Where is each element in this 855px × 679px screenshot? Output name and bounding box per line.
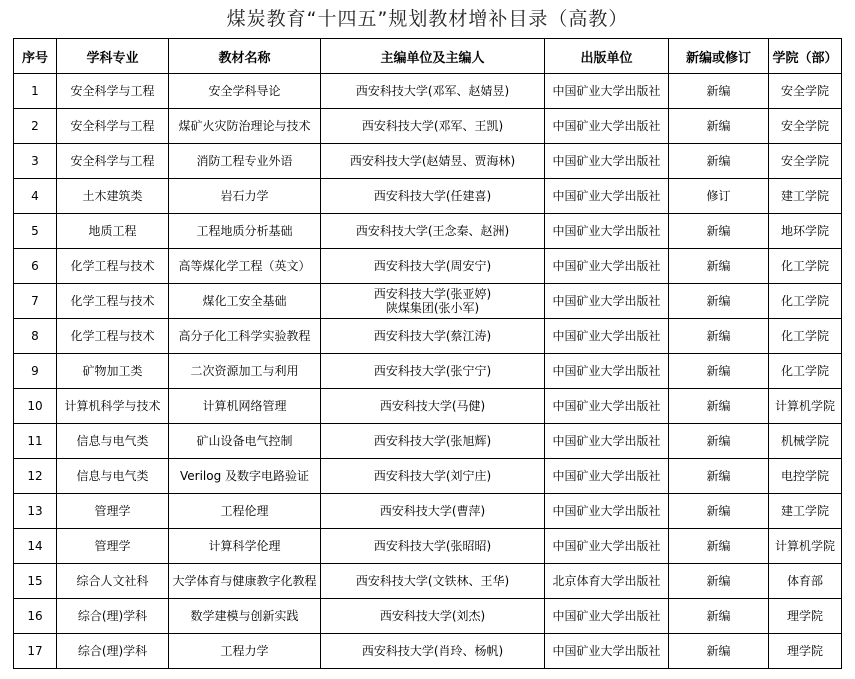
- cell-publisher: 中国矿业大学出版社: [545, 144, 669, 179]
- cell-new-or-revised: 新编: [669, 354, 769, 389]
- cell-textbook-name: 高等煤化学工程（英文）: [169, 249, 321, 284]
- cell-editor: 西安科技大学(邓军、赵婧昱): [321, 74, 545, 109]
- cell-index: 14: [14, 529, 57, 564]
- cell-editor: 西安科技大学(张昭昭): [321, 529, 545, 564]
- header-college: 学院（部）: [769, 39, 842, 74]
- cell-college: 理学院: [769, 634, 842, 669]
- cell-publisher: 北京体育大学出版社: [545, 564, 669, 599]
- cell-new-or-revised: 新编: [669, 634, 769, 669]
- cell-textbook-name: 岩石力学: [169, 179, 321, 214]
- cell-index: 16: [14, 599, 57, 634]
- cell-discipline: 安全科学与工程: [57, 144, 169, 179]
- table-row: [14, 249, 842, 284]
- cell-college: 化工学院: [769, 319, 842, 354]
- cell-index: 12: [14, 459, 57, 494]
- cell-textbook-name: 煤化工安全基础: [169, 284, 321, 319]
- cell-index: 1: [14, 74, 57, 109]
- cell-discipline: 综合(理)学科: [57, 634, 169, 669]
- cell-index: 5: [14, 214, 57, 249]
- cell-index: 8: [14, 319, 57, 354]
- cell-college: 化工学院: [769, 354, 842, 389]
- table-row: [14, 459, 842, 494]
- cell-publisher: 中国矿业大学出版社: [545, 599, 669, 634]
- cell-index: 7: [14, 284, 57, 319]
- cell-college: 地环学院: [769, 214, 842, 249]
- cell-textbook-name: 大学体育与健康教字化教程: [169, 564, 321, 599]
- cell-discipline: 安全科学与工程: [57, 109, 169, 144]
- cell-discipline: 综合人文社科: [57, 564, 169, 599]
- table-row: [14, 529, 842, 564]
- cell-new-or-revised: 新编: [669, 494, 769, 529]
- cell-publisher: 中国矿业大学出版社: [545, 214, 669, 249]
- cell-discipline: 管理学: [57, 494, 169, 529]
- cell-discipline: 化学工程与技术: [57, 284, 169, 319]
- table-row: [14, 494, 842, 529]
- cell-editor: 西安科技大学(赵婧昱、贾海林): [321, 144, 545, 179]
- cell-publisher: 中国矿业大学出版社: [545, 459, 669, 494]
- cell-college: 安全学院: [769, 109, 842, 144]
- cell-publisher: 中国矿业大学出版社: [545, 494, 669, 529]
- cell-college: 体育部: [769, 564, 842, 599]
- table-row: [14, 389, 842, 424]
- cell-editor: 西安科技大学(刘杰): [321, 599, 545, 634]
- cell-college: 建工学院: [769, 494, 842, 529]
- cell-editor: 西安科技大学(曹萍): [321, 494, 545, 529]
- cell-editor: 西安科技大学(肖玲、杨帆): [321, 634, 545, 669]
- cell-discipline: 计算机科学与技术: [57, 389, 169, 424]
- table-row: [14, 109, 842, 144]
- header-row: [14, 39, 842, 74]
- cell-new-or-revised: 新编: [669, 74, 769, 109]
- cell-editor: 西安科技大学(张亚婷) 陕煤集团(张小军): [321, 284, 545, 319]
- page-title: 煤炭教育“十四五”规划教材增补目录（高教）: [226, 8, 629, 30]
- table-row: [14, 179, 842, 214]
- cell-textbook-name: 计算科学伦理: [169, 529, 321, 564]
- table-row: [14, 634, 842, 669]
- cell-index: 11: [14, 424, 57, 459]
- cell-publisher: 中国矿业大学出版社: [545, 74, 669, 109]
- cell-index: 9: [14, 354, 57, 389]
- cell-textbook-name: 煤矿火灾防治理论与技术: [169, 109, 321, 144]
- cell-index: 15: [14, 564, 57, 599]
- cell-index: 6: [14, 249, 57, 284]
- cell-college: 化工学院: [769, 284, 842, 319]
- cell-publisher: 中国矿业大学出版社: [545, 389, 669, 424]
- cell-textbook-name: 安全学科导论: [169, 74, 321, 109]
- cell-discipline: 安全科学与工程: [57, 74, 169, 109]
- header-editor: 主编单位及主编人: [321, 39, 545, 74]
- table-row: [14, 319, 842, 354]
- header-publisher: 出版单位: [545, 39, 669, 74]
- cell-textbook-name: 工程力学: [169, 634, 321, 669]
- cell-textbook-name: 数学建模与创新实践: [169, 599, 321, 634]
- table-row: [14, 214, 842, 249]
- cell-college: 计算机学院: [769, 529, 842, 564]
- cell-publisher: 中国矿业大学出版社: [545, 319, 669, 354]
- cell-discipline: 土木建筑类: [57, 179, 169, 214]
- cell-textbook-name: Verilog 及数字电路验证: [169, 459, 321, 494]
- cell-editor: 西安科技大学(马健): [321, 389, 545, 424]
- cell-discipline: 信息与电气类: [57, 459, 169, 494]
- cell-new-or-revised: 新编: [669, 564, 769, 599]
- cell-college: 安全学院: [769, 74, 842, 109]
- cell-index: 17: [14, 634, 57, 669]
- cell-college: 安全学院: [769, 144, 842, 179]
- cell-publisher: 中国矿业大学出版社: [545, 634, 669, 669]
- table-row: [14, 424, 842, 459]
- cell-textbook-name: 高分子化工科学实验教程: [169, 319, 321, 354]
- cell-editor: 西安科技大学(邓军、王凯): [321, 109, 545, 144]
- cell-editor: 西安科技大学(蔡江涛): [321, 319, 545, 354]
- cell-discipline: 综合(理)学科: [57, 599, 169, 634]
- cell-new-or-revised: 新编: [669, 529, 769, 564]
- cell-editor: 西安科技大学(文铁林、王华): [321, 564, 545, 599]
- cell-publisher: 中国矿业大学出版社: [545, 284, 669, 319]
- cell-new-or-revised: 新编: [669, 389, 769, 424]
- cell-editor: 西安科技大学(张旭辉): [321, 424, 545, 459]
- cell-college: 计算机学院: [769, 389, 842, 424]
- cell-discipline: 信息与电气类: [57, 424, 169, 459]
- header-new-or-revised: 新编或修订: [669, 39, 769, 74]
- table-row: [14, 599, 842, 634]
- cell-discipline: 管理学: [57, 529, 169, 564]
- cell-index: 13: [14, 494, 57, 529]
- table-row: [14, 74, 842, 109]
- cell-index: 3: [14, 144, 57, 179]
- cell-textbook-name: 工程伦理: [169, 494, 321, 529]
- cell-new-or-revised: 新编: [669, 319, 769, 354]
- textbook-table: [13, 38, 842, 669]
- table-row: [14, 144, 842, 179]
- cell-new-or-revised: 新编: [669, 424, 769, 459]
- cell-publisher: 中国矿业大学出版社: [545, 424, 669, 459]
- header-textbook-name: 教材名称: [169, 39, 321, 74]
- cell-college: 机械学院: [769, 424, 842, 459]
- cell-new-or-revised: 新编: [669, 109, 769, 144]
- header-index: 序号: [14, 39, 57, 74]
- cell-publisher: 中国矿业大学出版社: [545, 354, 669, 389]
- cell-index: 4: [14, 179, 57, 214]
- cell-new-or-revised: 新编: [669, 284, 769, 319]
- cell-editor: 西安科技大学(任建喜): [321, 179, 545, 214]
- cell-discipline: 矿物加工类: [57, 354, 169, 389]
- table-row: [14, 354, 842, 389]
- cell-discipline: 地质工程: [57, 214, 169, 249]
- cell-textbook-name: 工程地质分析基础: [169, 214, 321, 249]
- header-discipline: 学科专业: [57, 39, 169, 74]
- cell-discipline: 化学工程与技术: [57, 319, 169, 354]
- cell-textbook-name: 消防工程专业外语: [169, 144, 321, 179]
- table-row: [14, 564, 842, 599]
- cell-publisher: 中国矿业大学出版社: [545, 109, 669, 144]
- cell-new-or-revised: 新编: [669, 144, 769, 179]
- cell-new-or-revised: 新编: [669, 599, 769, 634]
- cell-editor: 西安科技大学(周安宁): [321, 249, 545, 284]
- cell-new-or-revised: 新编: [669, 459, 769, 494]
- cell-index: 10: [14, 389, 57, 424]
- cell-index: 2: [14, 109, 57, 144]
- cell-publisher: 中国矿业大学出版社: [545, 529, 669, 564]
- cell-college: 电控学院: [769, 459, 842, 494]
- cell-editor: 西安科技大学(王念秦、赵洲): [321, 214, 545, 249]
- cell-publisher: 中国矿业大学出版社: [545, 249, 669, 284]
- cell-college: 理学院: [769, 599, 842, 634]
- table-row: [14, 284, 842, 319]
- cell-editor: 西安科技大学(张宁宁): [321, 354, 545, 389]
- cell-college: 建工学院: [769, 179, 842, 214]
- cell-textbook-name: 二次资源加工与利用: [169, 354, 321, 389]
- cell-textbook-name: 矿山设备电气控制: [169, 424, 321, 459]
- cell-new-or-revised: 新编: [669, 249, 769, 284]
- cell-college: 化工学院: [769, 249, 842, 284]
- cell-discipline: 化学工程与技术: [57, 249, 169, 284]
- cell-new-or-revised: 新编: [669, 214, 769, 249]
- cell-textbook-name: 计算机网络管理: [169, 389, 321, 424]
- cell-publisher: 中国矿业大学出版社: [545, 179, 669, 214]
- cell-editor: 西安科技大学(刘宁庄): [321, 459, 545, 494]
- cell-new-or-revised: 修订: [669, 179, 769, 214]
